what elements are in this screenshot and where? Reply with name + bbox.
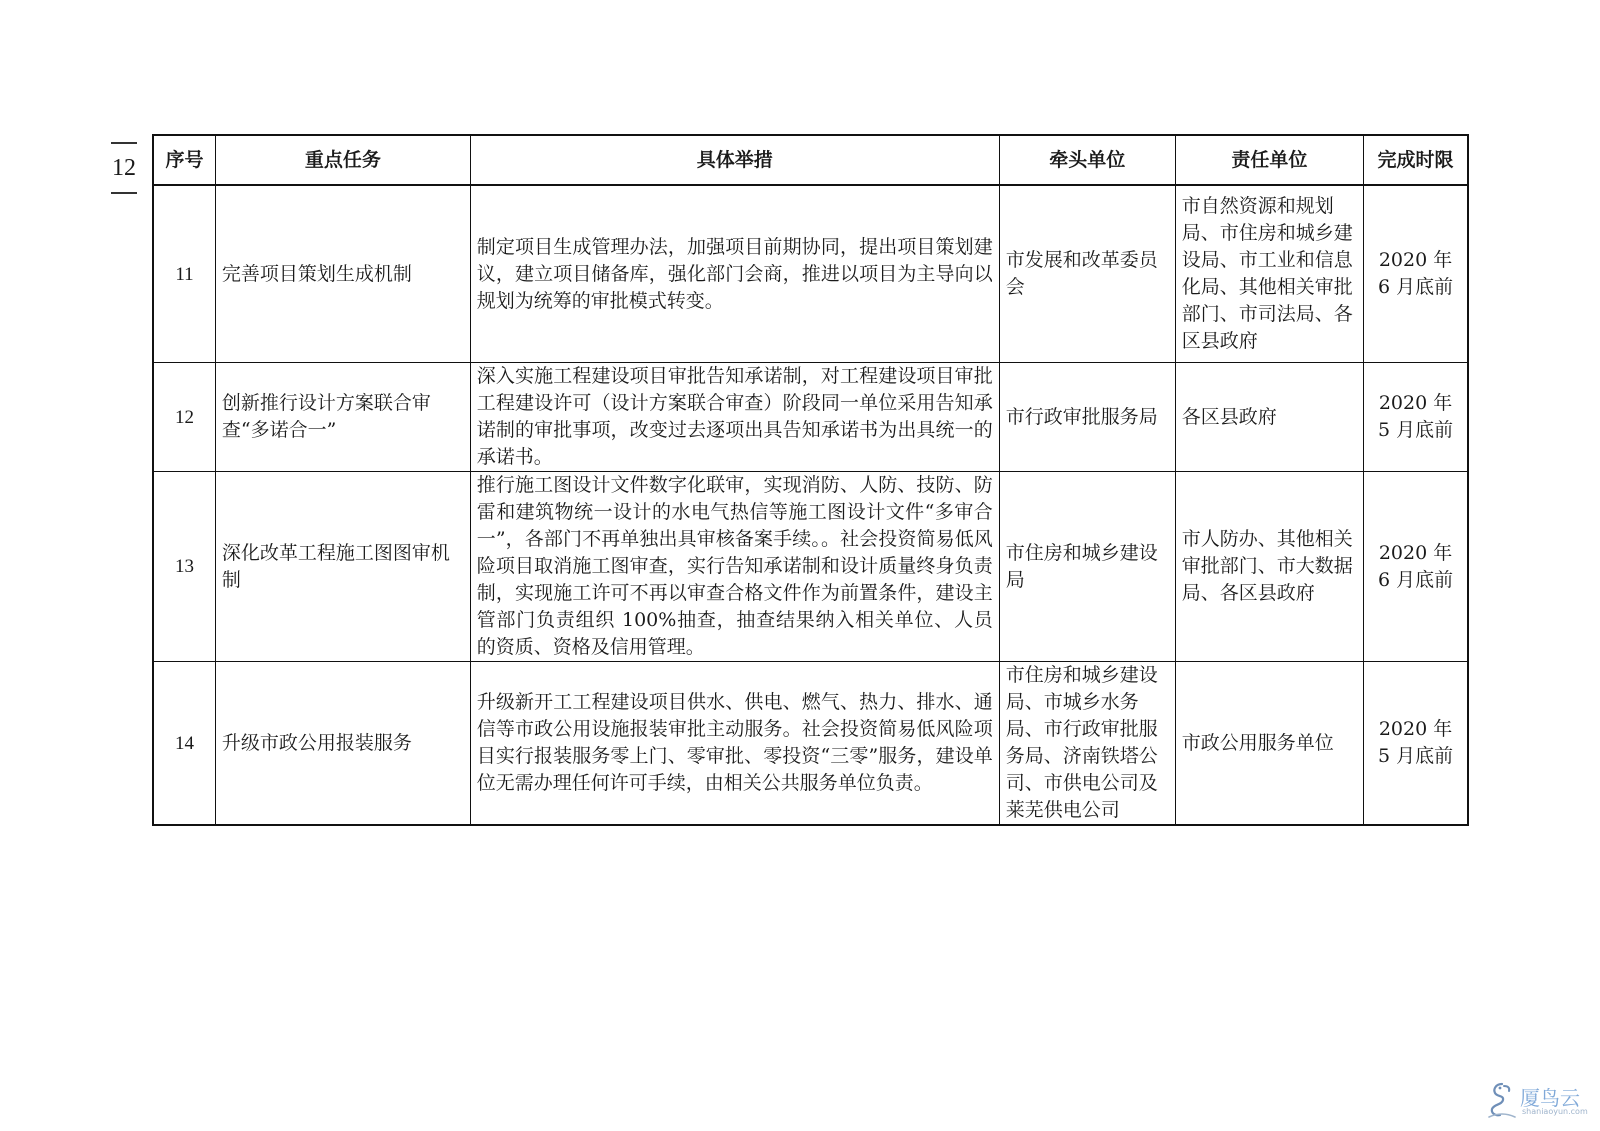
cell-measure: 制定项目生成管理办法，加强项目前期协同，提出项目策划建议，建立项目储备库，强化部门会商，推进以项目为主导向以规划为统筹的审批模式转变。 (470, 185, 999, 363)
watermark-brand: 厦鸟云 (1520, 1086, 1580, 1110)
table-row (153, 363, 1468, 472)
cell-responsible-unit: 各区县政府 (1175, 363, 1363, 472)
watermark (1486, 1080, 1586, 1120)
cell-task: 创新推行设计方案联合审查“多诺合一” (215, 363, 470, 472)
cell-no: 11 (153, 185, 215, 363)
header-measure: 具体举措 (470, 135, 999, 185)
cell-no: 14 (153, 662, 215, 826)
table-row (153, 472, 1468, 662)
header-no: 序号 (153, 135, 215, 185)
task-table (152, 134, 1469, 826)
table-header-row (153, 135, 1468, 185)
cell-responsible-unit: 市人防办、其他相关审批部门、市大数据局、各区县政府 (1175, 472, 1363, 662)
cell-lead-unit: 市住房和城乡建设局 (999, 472, 1175, 662)
header-task: 重点任务 (215, 135, 470, 185)
cell-lead-unit: 市发展和改革委员会 (999, 185, 1175, 363)
bird-logo-icon (1486, 1080, 1518, 1120)
cell-measure: 升级新开工工程建设项目供水、供电、燃气、热力、排水、通信等市政公用设施报装审批主动服务。社会投资简易低风险项目实行报装服务零上门、零审批、零投资“三零”服务，建设单位无需办理任何许可手续，由相关公共服务单位负责。 (470, 662, 999, 826)
cell-deadline: 2020 年 5 月底前 (1364, 662, 1468, 826)
table-row (153, 185, 1468, 363)
cell-no: 12 (153, 363, 215, 472)
cell-responsible-unit: 市自然资源和规划局、市住房和城乡建设局、市工业和信息化局、其他相关审批部门、市司法局、各区县政府 (1175, 185, 1363, 363)
cell-measure: 推行施工图设计文件数字化联审，实现消防、人防、技防、防雷和建筑物统一设计的水电气热信等施工图设计文件“多审合一”，各部门不再单独出具审核备案手续。。社会投资简易低风险项目取消施工图审查，实行告知承诺制和设计质量终身负责制，实现施工许可不再以审查合格文件作为前置条件，建设主管部门负责组织 100%抽查，抽查结果纳入相关单位、人员的资质、资格及信用管理。 (470, 472, 999, 662)
page-number-value: 12 (112, 155, 136, 181)
cell-task: 深化改革工程施工图图审机制 (215, 472, 470, 662)
cell-responsible-unit: 市政公用服务单位 (1175, 662, 1363, 826)
header-deadline: 完成时限 (1364, 135, 1468, 185)
cell-deadline: 2020 年 6 月底前 (1364, 472, 1468, 662)
cell-deadline: 2020 年 6 月底前 (1364, 185, 1468, 363)
cell-lead-unit: 市行政审批服务局 (999, 363, 1175, 472)
table-row (153, 662, 1468, 826)
page-number-dash-bottom (111, 192, 137, 194)
page-number-dash-top (111, 142, 137, 144)
header-responsible-unit: 责任单位 (1175, 135, 1363, 185)
cell-deadline: 2020 年 5 月底前 (1364, 363, 1468, 472)
page-number (110, 142, 138, 194)
watermark-domain: shaniaoyun.com (1522, 1107, 1588, 1116)
header-lead-unit: 牵头单位 (999, 135, 1175, 185)
cell-task: 完善项目策划生成机制 (215, 185, 470, 363)
cell-no: 13 (153, 472, 215, 662)
cell-lead-unit: 市住房和城乡建设局、市城乡水务局、市行政审批服务局、济南铁塔公司、市供电公司及莱芜供电公司 (999, 662, 1175, 826)
cell-task: 升级市政公用报装服务 (215, 662, 470, 826)
cell-measure: 深入实施工程建设项目审批告知承诺制，对工程建设项目审批工程建设许可（设计方案联合审查）阶段同一单位采用告知承诺制的审批事项，改变过去逐项出具告知承诺书为出具统一的承诺书。 (470, 363, 999, 472)
